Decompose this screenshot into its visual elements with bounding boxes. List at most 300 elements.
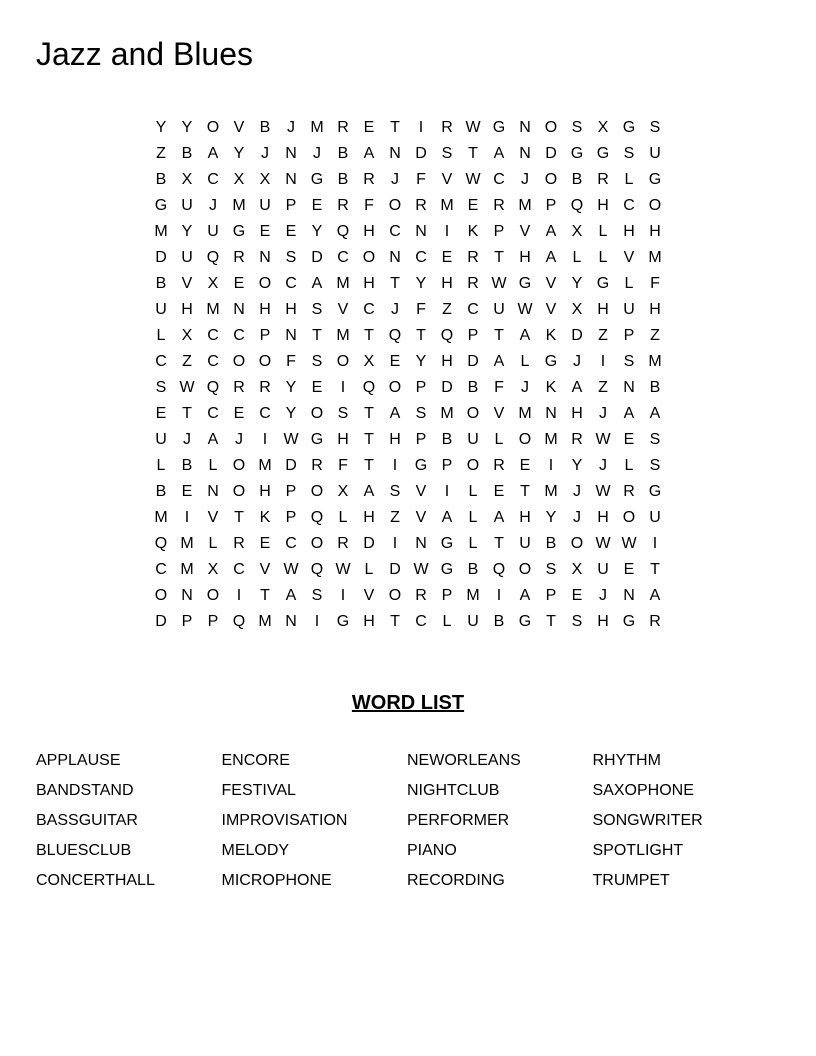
grid-letter: K <box>545 327 557 344</box>
word-list-item: CONCERTHALL <box>36 872 155 889</box>
grid-letter: R <box>493 197 505 214</box>
grid-letter: R <box>259 379 271 396</box>
grid-letter: O <box>518 431 532 448</box>
grid-letter: Z <box>598 379 608 396</box>
grid-letter: C <box>259 405 271 422</box>
grid-letter: C <box>285 535 297 552</box>
grid-letter: H <box>597 509 609 526</box>
grid-letter: G <box>154 197 168 214</box>
grid-letter: H <box>285 301 297 318</box>
grid-letter: H <box>597 301 609 318</box>
grid-letter: A <box>545 223 557 240</box>
grid-letter: M <box>310 119 324 136</box>
grid-letter: C <box>207 405 219 422</box>
grid-letter: M <box>206 301 220 318</box>
word-list-item: BLUESCLUB <box>36 842 132 859</box>
grid-letter: J <box>599 405 607 422</box>
grid-letter: V <box>363 587 375 604</box>
grid-letter: C <box>233 561 245 578</box>
grid-letter: P <box>441 587 453 604</box>
grid-letter: E <box>259 223 271 240</box>
grid-letter: G <box>336 613 350 630</box>
grid-letter: M <box>544 483 558 500</box>
grid-letter: O <box>544 171 558 188</box>
grid-letter: Y <box>285 379 297 396</box>
grid-letter: O <box>648 197 662 214</box>
grid-letter: M <box>518 405 532 422</box>
grid-letter: O <box>622 509 636 526</box>
grid-letter: E <box>311 197 323 214</box>
grid-letter: I <box>548 457 554 474</box>
grid-letter: W <box>283 561 299 578</box>
grid-letter: V <box>233 119 245 136</box>
grid-letter: H <box>597 613 609 630</box>
grid-letter: Q <box>232 613 246 630</box>
grid-letter: O <box>388 379 402 396</box>
grid-letter: A <box>311 275 323 292</box>
grid-letter: C <box>155 561 167 578</box>
grid-letter: Z <box>598 327 608 344</box>
grid-letter: Y <box>415 353 427 370</box>
grid-letter: I <box>262 431 268 448</box>
grid-letter: J <box>521 171 529 188</box>
grid-letter: B <box>571 171 583 188</box>
grid-letter: U <box>597 561 609 578</box>
grid-letter: E <box>285 223 297 240</box>
grid-letter: U <box>155 431 167 448</box>
word-list-item: SPOTLIGHT <box>592 842 684 859</box>
grid-letter: V <box>519 223 531 240</box>
grid-letter: H <box>363 509 375 526</box>
grid-letter: D <box>155 249 167 266</box>
grid-letter: W <box>491 275 507 292</box>
grid-letter: L <box>468 509 478 526</box>
grid-letter: E <box>441 249 453 266</box>
grid-letter: J <box>261 145 269 162</box>
grid-letter: E <box>467 197 479 214</box>
grid-letter: T <box>468 145 478 162</box>
grid-letter: B <box>467 561 479 578</box>
grid-letter: Q <box>492 561 506 578</box>
grid-letter: K <box>259 509 271 526</box>
grid-letter: I <box>392 457 398 474</box>
grid-letter: S <box>415 405 427 422</box>
grid-letter: K <box>467 223 479 240</box>
grid-letter: R <box>415 587 427 604</box>
grid-letter: W <box>179 379 195 396</box>
grid-letter: D <box>415 145 427 162</box>
grid-letter: N <box>285 327 297 344</box>
grid-letter: Y <box>181 223 193 240</box>
grid-letter: O <box>570 535 584 552</box>
grid-letter: A <box>441 509 453 526</box>
grid-letter: S <box>571 613 583 630</box>
word-list-item: RECORDING <box>407 872 505 889</box>
grid-letter: M <box>154 223 168 240</box>
grid-letter: Q <box>310 509 324 526</box>
grid-letter: J <box>573 509 581 526</box>
grid-letter: P <box>545 587 557 604</box>
grid-letter: F <box>650 275 660 292</box>
grid-letter: A <box>363 145 375 162</box>
grid-letter: S <box>337 405 349 422</box>
grid-letter: V <box>545 275 557 292</box>
word-list-item: BASSGUITAR <box>36 812 138 829</box>
grid-letter: H <box>337 431 349 448</box>
grid-letter: A <box>363 483 375 500</box>
grid-letter: H <box>363 613 375 630</box>
grid-letter: V <box>545 301 557 318</box>
grid-letter: O <box>232 353 246 370</box>
grid-letter: J <box>599 457 607 474</box>
grid-letter: T <box>494 327 504 344</box>
grid-letter: Y <box>311 223 323 240</box>
grid-letter: P <box>623 327 635 344</box>
grid-letter: B <box>181 145 193 162</box>
grid-letter: U <box>493 301 505 318</box>
letter-grid <box>148 115 668 635</box>
grid-letter: V <box>415 509 427 526</box>
page-title: Jazz and Blues <box>36 36 254 72</box>
word-list-item: MICROPHONE <box>221 872 332 889</box>
grid-letter: X <box>363 353 375 370</box>
grid-letter: U <box>649 509 661 526</box>
grid-letter: S <box>623 145 635 162</box>
grid-letter: D <box>363 535 375 552</box>
grid-letter: E <box>389 353 401 370</box>
grid-letter: H <box>363 275 375 292</box>
grid-letter: L <box>468 483 478 500</box>
grid-letter: N <box>207 483 219 500</box>
grid-letter: D <box>571 327 583 344</box>
grid-letter: U <box>623 301 635 318</box>
grid-letter: J <box>313 145 321 162</box>
grid-letter: E <box>623 561 635 578</box>
grid-letter: H <box>181 301 193 318</box>
grid-letter: P <box>493 223 505 240</box>
grid-letter: O <box>232 483 246 500</box>
grid-letter: T <box>390 275 400 292</box>
word-list-item: ENCORE <box>221 752 290 769</box>
grid-letter: Y <box>181 119 193 136</box>
grid-letter: M <box>518 197 532 214</box>
grid-letter: Y <box>285 405 297 422</box>
grid-letter: G <box>518 275 532 292</box>
grid-letter: N <box>415 223 427 240</box>
grid-letter: C <box>207 171 219 188</box>
grid-letter: U <box>181 249 193 266</box>
grid-letter: C <box>207 327 219 344</box>
word-list-item: MELODY <box>221 842 290 859</box>
grid-letter: O <box>258 353 272 370</box>
grid-letter: Q <box>362 379 376 396</box>
grid-letter: S <box>545 561 557 578</box>
grid-letter: F <box>286 353 296 370</box>
grid-letter: A <box>649 405 661 422</box>
grid-letter: J <box>573 483 581 500</box>
grid-letter: J <box>183 431 191 448</box>
grid-letter: R <box>363 171 375 188</box>
grid-letter: B <box>337 145 349 162</box>
grid-letter: O <box>310 535 324 552</box>
grid-letter: J <box>391 301 399 318</box>
grid-letter: Q <box>388 327 402 344</box>
grid-letter: W <box>517 301 533 318</box>
grid-letter: N <box>519 119 531 136</box>
grid-letter: N <box>623 587 635 604</box>
grid-letter: Y <box>571 275 583 292</box>
grid-letter: L <box>572 249 582 266</box>
grid-letter: L <box>624 457 634 474</box>
grid-letter: G <box>544 353 558 370</box>
grid-letter: E <box>155 405 167 422</box>
grid-letter: S <box>389 483 401 500</box>
grid-letter: S <box>311 353 323 370</box>
grid-letter: S <box>649 119 661 136</box>
grid-letter: U <box>649 145 661 162</box>
grid-letter: E <box>493 483 505 500</box>
grid-letter: E <box>233 275 245 292</box>
grid-letter: L <box>442 613 452 630</box>
grid-letter: B <box>155 483 167 500</box>
grid-letter: A <box>545 249 557 266</box>
grid-letter: T <box>390 119 400 136</box>
grid-letter: D <box>155 613 167 630</box>
grid-letter: H <box>519 509 531 526</box>
grid-letter: B <box>337 171 349 188</box>
grid-letter: Y <box>545 509 557 526</box>
grid-letter: R <box>233 535 245 552</box>
grid-letter: A <box>493 353 505 370</box>
grid-letter: N <box>233 301 245 318</box>
grid-letter: E <box>519 457 531 474</box>
grid-letter: M <box>648 353 662 370</box>
grid-letter: E <box>623 431 635 448</box>
grid-letter: Z <box>650 327 660 344</box>
grid-letter: E <box>363 119 375 136</box>
grid-letter: O <box>362 249 376 266</box>
grid-letter: J <box>521 379 529 396</box>
word-list-item: PIANO <box>407 842 457 859</box>
grid-letter: L <box>208 535 218 552</box>
grid-letter: L <box>156 327 166 344</box>
grid-letter: C <box>389 223 401 240</box>
grid-letter: X <box>571 223 583 240</box>
grid-letter: W <box>595 431 611 448</box>
grid-letter: Y <box>571 457 583 474</box>
grid-letter: T <box>416 327 426 344</box>
grid-letter: B <box>545 535 557 552</box>
grid-letter: I <box>444 483 450 500</box>
grid-letter: C <box>363 301 375 318</box>
grid-letter: B <box>259 119 271 136</box>
grid-letter: F <box>494 379 504 396</box>
grid-letter: N <box>545 405 557 422</box>
grid-letter: O <box>466 457 480 474</box>
grid-letter: Y <box>155 119 167 136</box>
grid-letter: L <box>338 509 348 526</box>
grid-letter: Q <box>336 223 350 240</box>
grid-letter: Q <box>154 535 168 552</box>
grid-letter: U <box>181 197 193 214</box>
grid-letter: L <box>364 561 374 578</box>
grid-letter: E <box>181 483 193 500</box>
grid-letter: O <box>388 197 402 214</box>
grid-letter: G <box>492 119 506 136</box>
grid-letter: G <box>596 145 610 162</box>
grid-letter: I <box>184 509 190 526</box>
grid-letter: I <box>340 587 346 604</box>
grid-letter: R <box>415 197 427 214</box>
grid-letter: H <box>363 223 375 240</box>
grid-letter: E <box>311 379 323 396</box>
grid-letter: R <box>623 483 635 500</box>
grid-letter: I <box>314 613 320 630</box>
grid-letter: C <box>415 249 427 266</box>
grid-letter: T <box>390 613 400 630</box>
grid-letter: S <box>623 353 635 370</box>
word-list-item: FESTIVAL <box>221 782 296 799</box>
grid-letter: M <box>180 535 194 552</box>
word-list-item: RHYTHM <box>592 752 661 769</box>
grid-letter: P <box>207 613 219 630</box>
grid-letter: G <box>310 431 324 448</box>
grid-letter: H <box>441 275 453 292</box>
grid-letter: E <box>259 535 271 552</box>
grid-letter: O <box>258 275 272 292</box>
grid-letter: J <box>235 431 243 448</box>
grid-letter: O <box>232 457 246 474</box>
grid-letter: S <box>649 431 661 448</box>
grid-letter: T <box>494 535 504 552</box>
word-list-item: BANDSTAND <box>36 782 134 799</box>
grid-letter: D <box>285 457 297 474</box>
grid-letter: G <box>648 171 662 188</box>
grid-letter: H <box>597 197 609 214</box>
grid-letter: N <box>285 613 297 630</box>
grid-letter: C <box>233 327 245 344</box>
grid-letter: S <box>285 249 297 266</box>
grid-letter: G <box>414 457 428 474</box>
grid-letter: T <box>520 483 530 500</box>
grid-letter: R <box>441 119 453 136</box>
grid-letter: I <box>340 379 346 396</box>
grid-letter: U <box>207 223 219 240</box>
grid-letter: Q <box>206 379 220 396</box>
grid-letter: X <box>571 561 583 578</box>
grid-letter: A <box>571 379 583 396</box>
grid-letter: P <box>467 327 479 344</box>
grid-letter: W <box>335 561 351 578</box>
grid-letter: H <box>649 223 661 240</box>
grid-letter: P <box>259 327 271 344</box>
grid-letter: W <box>465 119 481 136</box>
grid-letter: U <box>519 535 531 552</box>
word-list-heading: WORD LIST <box>351 692 465 714</box>
grid-letter: B <box>181 457 193 474</box>
grid-letter: A <box>207 145 219 162</box>
word-list-item: NIGHTCLUB <box>407 782 500 799</box>
grid-letter: M <box>544 431 558 448</box>
grid-letter: O <box>310 483 324 500</box>
grid-letter: D <box>389 561 401 578</box>
grid-letter: A <box>623 405 635 422</box>
grid-letter: X <box>181 327 193 344</box>
grid-letter: J <box>209 197 217 214</box>
grid-letter: I <box>600 353 606 370</box>
grid-letter: O <box>206 119 220 136</box>
grid-letter: S <box>311 587 323 604</box>
grid-letter: G <box>570 145 584 162</box>
grid-letter: T <box>364 431 374 448</box>
grid-letter: R <box>233 379 245 396</box>
grid-letter: O <box>518 561 532 578</box>
grid-letter: P <box>285 483 297 500</box>
grid-letter: G <box>622 613 636 630</box>
grid-letter: X <box>207 561 219 578</box>
grid-letter: S <box>155 379 167 396</box>
grid-letter: V <box>623 249 635 266</box>
grid-letter: I <box>652 535 658 552</box>
grid-letter: R <box>337 197 349 214</box>
grid-letter: B <box>493 613 505 630</box>
grid-letter: H <box>649 301 661 318</box>
grid-letter: D <box>311 249 323 266</box>
grid-letter: G <box>518 613 532 630</box>
grid-letter: M <box>336 275 350 292</box>
grid-letter: R <box>467 249 479 266</box>
grid-letter: C <box>155 353 167 370</box>
grid-letter: O <box>206 587 220 604</box>
word-list-item: SONGWRITER <box>592 812 703 829</box>
grid-letter: R <box>467 275 479 292</box>
grid-letter: O <box>466 405 480 422</box>
grid-letter: S <box>571 119 583 136</box>
grid-letter: R <box>649 613 661 630</box>
grid-letter: S <box>311 301 323 318</box>
word-list-item: IMPROVISATION <box>221 812 348 829</box>
grid-letter: D <box>467 353 479 370</box>
grid-letter: P <box>545 197 557 214</box>
word-list-item: PERFORMER <box>407 812 510 829</box>
grid-letter: W <box>283 431 299 448</box>
grid-letter: S <box>441 145 453 162</box>
grid-letter: O <box>154 587 168 604</box>
grid-letter: A <box>493 509 505 526</box>
grid-letter: I <box>418 119 424 136</box>
grid-letter: X <box>571 301 583 318</box>
grid-letter: V <box>207 509 219 526</box>
grid-letter: Z <box>156 145 166 162</box>
grid-letter: J <box>391 171 399 188</box>
grid-letter: J <box>599 587 607 604</box>
grid-letter: R <box>571 431 583 448</box>
grid-letter: Q <box>310 561 324 578</box>
grid-letter: G <box>622 119 636 136</box>
grid-letter: H <box>623 223 635 240</box>
grid-letter: W <box>621 535 637 552</box>
grid-letter: A <box>389 405 401 422</box>
grid-letter: Y <box>233 145 245 162</box>
grid-letter: D <box>441 379 453 396</box>
grid-letter: U <box>155 301 167 318</box>
grid-letter: E <box>571 587 583 604</box>
grid-letter: N <box>285 145 297 162</box>
grid-letter: L <box>624 171 634 188</box>
grid-letter: P <box>285 509 297 526</box>
grid-letter: X <box>181 171 193 188</box>
grid-letter: N <box>259 249 271 266</box>
